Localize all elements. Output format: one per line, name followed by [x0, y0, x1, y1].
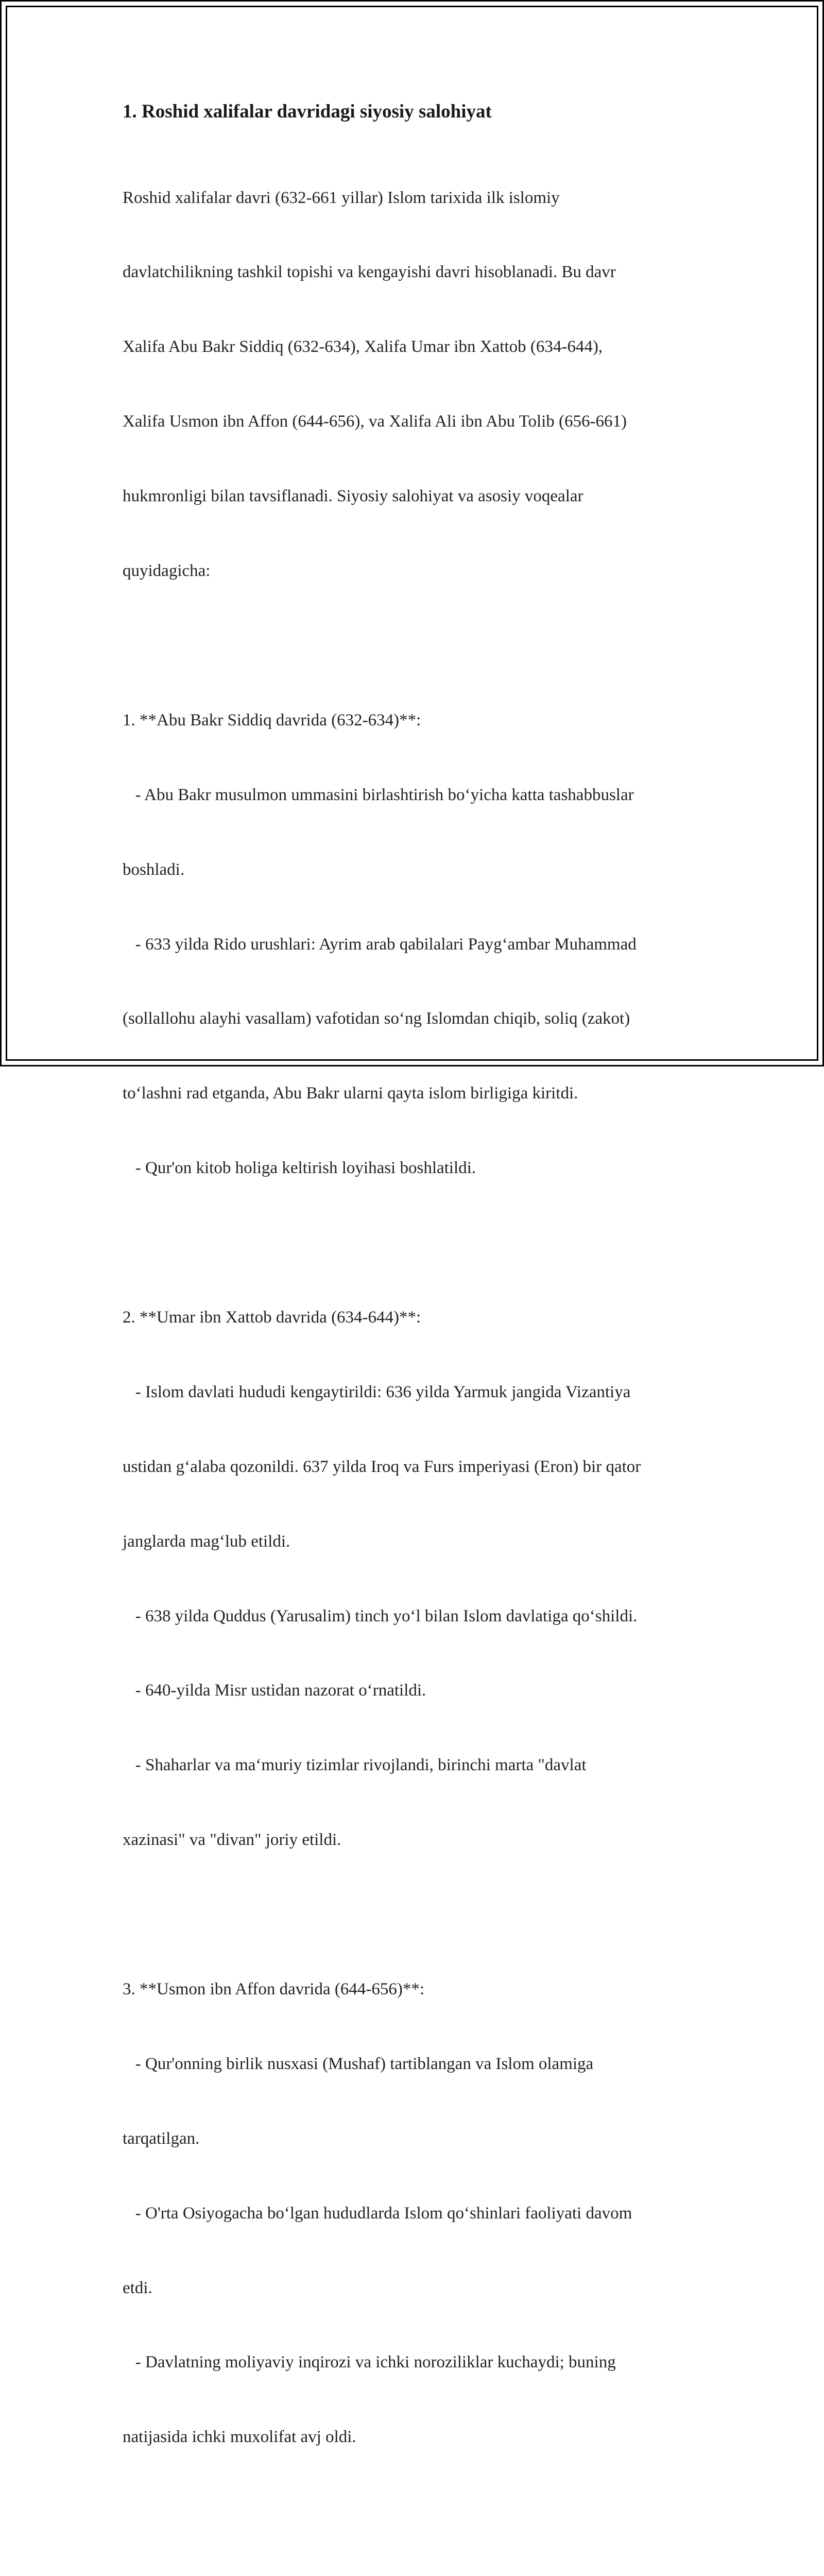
list-heading-usmon: 3. **Usmon ibn Affon davrida (644-656)**: — [123, 1979, 424, 1998]
text-line: Xalifa Usmon ibn Affon (644-656), va Xalifa Ali ibn Abu Tolib (656-661) — [123, 412, 627, 431]
document-content — [123, 98, 705, 2576]
text-line: etdi. — [123, 2278, 152, 2297]
text-line: boshladi. — [123, 860, 185, 879]
section-heading: 1. Roshid xalifalar davridagi siyosiy salohiyat — [123, 101, 492, 122]
text-line: - O'rta Osiyogacha bo‘lgan hududlarda Islom qo‘shinlari faoliyati davom — [123, 2204, 632, 2223]
text-line: janglarda mag‘lub etildi. — [123, 1532, 290, 1551]
text-line: davlatchilikning tashkil topishi va kengayishi davri hisoblanadi. Bu davr — [123, 263, 616, 282]
text-line: - Qur'onning birlik nusxasi (Mushaf) tartiblangan va Islom olamiga — [123, 2054, 594, 2073]
text-line: ustidan g‘alaba qozonildi. 637 yilda Iroq va Furs imperiyasi (Eron) bir qator — [123, 1457, 641, 1476]
text-line: natijasida ichki muxolifat avj oldi. — [123, 2428, 356, 2447]
text-line: xazinasi" va "divan" joriy etildi. — [123, 1831, 341, 1850]
text-line: - Davlatning moliyaviy inqirozi va ichki noroziliklar kuchaydi; buning — [123, 2353, 616, 2372]
text-line: Roshid xalifalar davri (632-661 yillar) Islom tarixida ilk islomiy — [123, 188, 560, 207]
text-line: - Qur'on kitob holiga keltirish loyihasi boshlatildi. — [123, 1159, 476, 1178]
text-line: - 633 yilda Rido urushlari: Ayrim arab qabilalari Payg‘ambar Muhammad — [123, 935, 637, 954]
list-heading-abu-bakr: 1. **Abu Bakr Siddiq davrida (632-634)**: — [123, 710, 421, 730]
blank-line — [123, 633, 705, 658]
text-line: Xalifa Abu Bakr Siddiq (632-634), Xalifa Umar ibn Xattob (634-644), — [123, 337, 603, 357]
text-line: quyidagicha: — [123, 562, 211, 581]
blank-line — [123, 1902, 705, 1927]
text-line: tarqatilgan. — [123, 2129, 200, 2148]
text-line: - Islom davlati hududi kengaytirildi: 636 yilda Yarmuk jangida Vizantiya — [123, 1382, 631, 1401]
text-line: - Shaharlar va ma‘muriy tizimlar rivojlandi, birinchi marta "davlat — [123, 1756, 587, 1775]
text-line: (sollallohu alayhi vasallam) vafotidan so‘ng Islomdan chiqib, soliq (zakot) — [123, 1009, 630, 1028]
list-heading-umar: 2. **Umar ibn Xattob davrida (634-644)**: — [123, 1308, 421, 1327]
text-line: hukmronligi bilan tavsiflanadi. Siyosiy salohiyat va asosiy voqealar — [123, 487, 583, 506]
blank-line — [123, 1230, 705, 1255]
text-line: - 638 yilda Quddus (Yarusalim) tinch yo‘l bilan Islom davlatiga qo‘shildi. — [123, 1606, 638, 1625]
list-heading-ali — [123, 2574, 705, 2576]
body-text — [123, 135, 705, 2576]
text-line: - Abu Bakr musulmon ummasini birlashtirish bo‘yicha katta tashabbuslar — [123, 785, 634, 804]
text-line: - 640-yilda Misr ustidan nazorat o‘rnatildi. — [123, 1681, 426, 1700]
blank-line — [123, 2499, 705, 2524]
text-line: to‘lashni rad etganda, Abu Bakr ularni qayta islom birligiga kiritdi. — [123, 1084, 578, 1103]
